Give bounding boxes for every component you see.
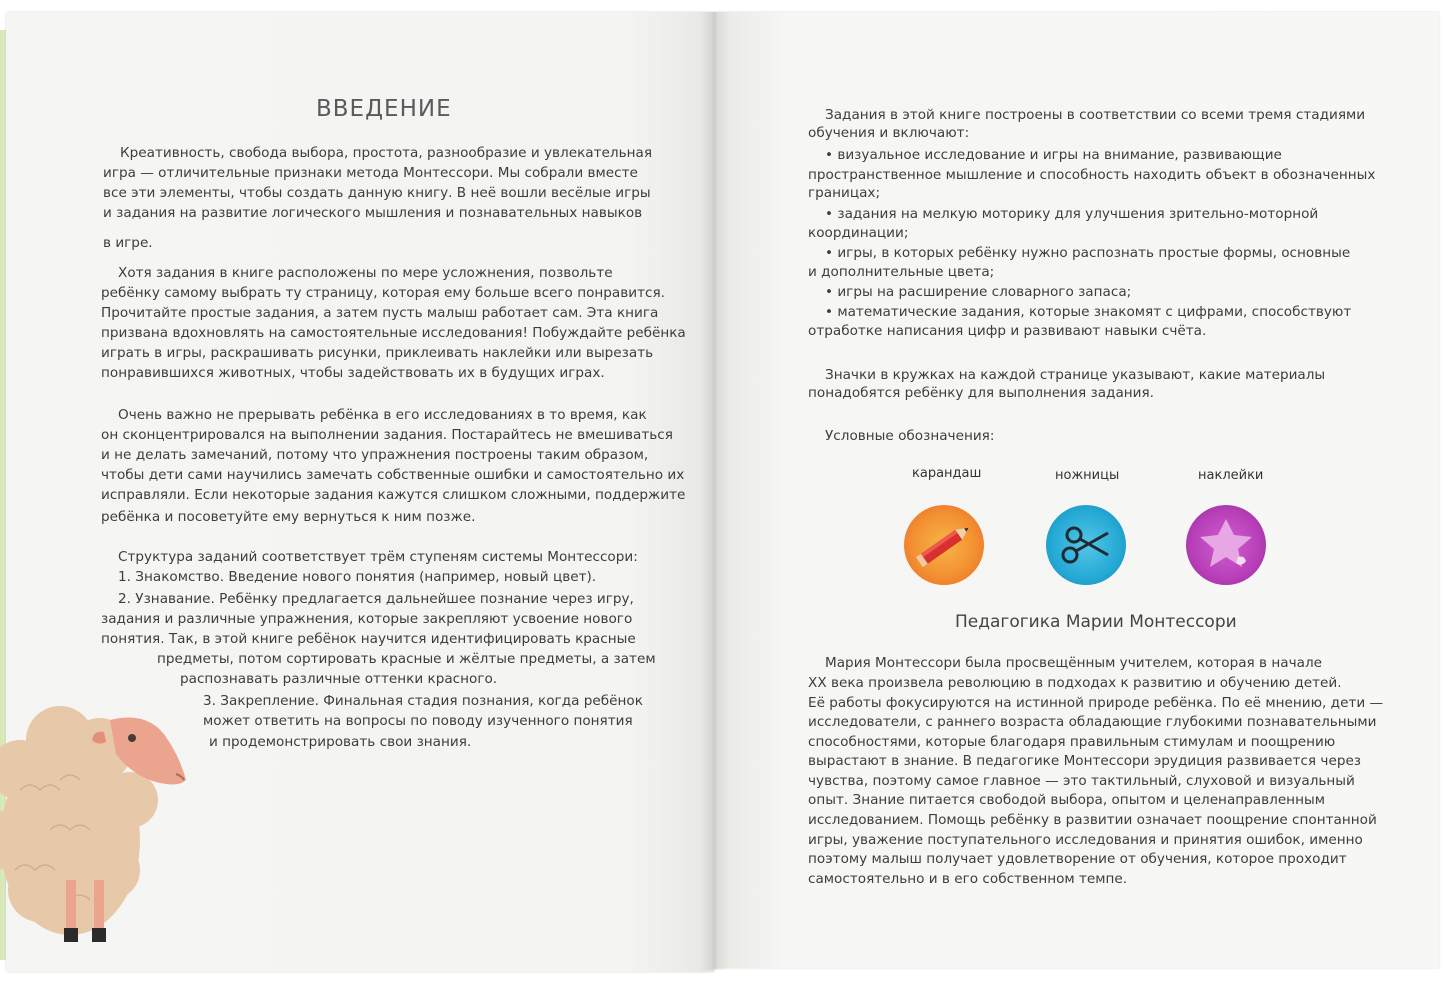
text-line: он сконцентрировался на выполнении задания. Постарайтесь не вмешиваться [101, 427, 673, 443]
text-line: распознавать различные оттенки красного. [180, 671, 498, 687]
legend-label-scissors: ножницы [1055, 468, 1120, 483]
text-line: исследованием. Помощь ребёнку в развитии означает поощрение спонтанной [808, 812, 1377, 828]
scissors-icon [1046, 505, 1126, 585]
legend-label-stickers: наклейки [1198, 468, 1264, 483]
text-line: координации; [808, 225, 909, 241]
text-line: Значки в кружках на каждой странице указывают, какие материалы [825, 367, 1326, 383]
text-line: в игре. [103, 235, 153, 251]
text-line: чтобы дети сами научились замечать собственные ошибки и самостоятельно их [101, 467, 685, 483]
text-line: Структура заданий соответствует трём ступеням системы Монтессори: [118, 549, 638, 565]
text-line: самостоятельно и в его собственном темпе. [808, 871, 1128, 887]
text-line: чувства, поэтому самое главное — это тактильный, слуховой и визуальный [808, 773, 1355, 789]
text-line: отработке написания цифр и развивают навыки счёта. [808, 323, 1207, 339]
text-line: призвана вдохновлять на самостоятельные исследования! Побуждайте ребёнка [101, 325, 686, 341]
sheep-illustration [0, 690, 200, 955]
text-line: исследователи, с раннего возраста обладающие глубокими познавательными [808, 714, 1377, 730]
book-gutter [700, 12, 730, 970]
bullet-line: • игры на расширение словарного запаса; [825, 284, 1132, 300]
text-line: исправляли. Если некоторые задания кажутся слишком сложными, поддержите [101, 487, 686, 503]
text-line: может ответить на вопросы по поводу изученного понятия [203, 713, 633, 729]
legend-heading: Условные обозначения: [825, 428, 995, 444]
text-line: опыт. Знание питается свободой выбора, опытом и целенаправленным [808, 792, 1325, 808]
text-line: задания и различные упражнения, которые закрепляют усвоение нового [101, 611, 633, 627]
section-heading: Педагогика Марии Монтессори [955, 612, 1237, 632]
text-line: все эти элементы, чтобы создать данную книгу. В неё вошли весёлые игры [103, 185, 651, 201]
text-line: вырастают в знание. В педагогике Монтессори эрудиция развивается через [808, 753, 1362, 769]
text-line: предметы, потом сортировать красные и жёлтые предметы, а затем [157, 651, 656, 667]
text-line: Очень важно не прерывать ребёнка в его исследованиях в то время, как [118, 407, 647, 423]
text-line: понравившихся животных, чтобы задействовать их в будущих играх. [101, 365, 605, 381]
pencil-icon [904, 505, 984, 585]
bullet-line: • задания на мелкую моторику для улучшения зрительно-моторной [825, 206, 1319, 222]
text-line: понадобятся ребёнку для выполнения задания. [808, 385, 1154, 401]
bullet-line: • математические задания, которые знакомят с цифрами, способствуют [825, 304, 1352, 320]
text-line: и не делать замечаний, потому что упражнения построены таким образом, [101, 447, 649, 463]
text-line: игры, уважение поступательного исследования и принятия ошибок, именно [808, 832, 1363, 848]
text-line: обучения и включают: [808, 125, 970, 141]
sticker-icon [1186, 505, 1266, 585]
text-line: и дополнительные цвета; [808, 264, 995, 280]
text-line: Её работы фокусируются на истинной природе ребёнка. По её мнению, дети — [808, 695, 1384, 711]
text-line: 3. Закрепление. Финальная стадия познания, когда ребёнок [203, 693, 643, 709]
bullet-line: • визуальное исследование и игры на внимание, развивающие [825, 147, 1282, 163]
text-line: поэтому малыш получает удовлетворение от обучения, которое проходит [808, 851, 1347, 867]
text-line: XX века произвела революцию в подходах к развитию и обучению детей. [808, 675, 1342, 691]
text-line: и задания на развитие логического мышления и познавательных навыков [103, 205, 643, 221]
text-line: ребёнку самому выбрать ту страницу, которая ему больше всего понравится. [101, 285, 665, 301]
text-line: Хотя задания в книге расположены по мере усложнения, позвольте [118, 265, 613, 281]
text-line: 2. Узнавание. Ребёнку предлагается дальнейшее познание через игру, [118, 591, 634, 607]
text-line: играть в игры, раскрашивать рисунки, приклеивать наклейки или вырезать [101, 345, 654, 361]
text-line: пространственное мышление и способность находить объект в обозначенных [808, 167, 1376, 183]
text-line: ребёнка и посоветуйте ему вернуться к ним позже. [101, 509, 476, 525]
bullet-line: • игры, в которых ребёнку нужно распознать простые формы, основные [825, 245, 1351, 261]
text-line: и продемонстрировать свои знания. [209, 734, 472, 750]
text-line: 1. Знакомство. Введение нового понятия (например, новый цвет). [118, 569, 597, 585]
text-line: Прочитайте простые задания, а затем пусть малыш работает сам. Эта книга [101, 305, 659, 321]
text-line: игра — отличительные признаки метода Монтессори. Мы собрали вместе [103, 165, 638, 181]
text-line: границах; [808, 185, 881, 201]
text-line: Задания в этой книге построены в соответствии со всеми тремя стадиями [825, 107, 1366, 123]
legend-label-pencil: карандаш [912, 466, 982, 481]
text-line: способностями, которые благодаря правильным стимулам и поощрению [808, 734, 1336, 750]
page-title: ВВЕДЕНИЕ [316, 96, 452, 122]
text-line: Мария Монтессори была просвещённым учителем, которая в начале [825, 655, 1323, 671]
text-line: понятия. Так, в этой книге ребёнок научится идентифицировать красные [101, 631, 636, 647]
text-line: Креативность, свобода выбора, простота, разнообразие и увлекательная [120, 145, 653, 161]
